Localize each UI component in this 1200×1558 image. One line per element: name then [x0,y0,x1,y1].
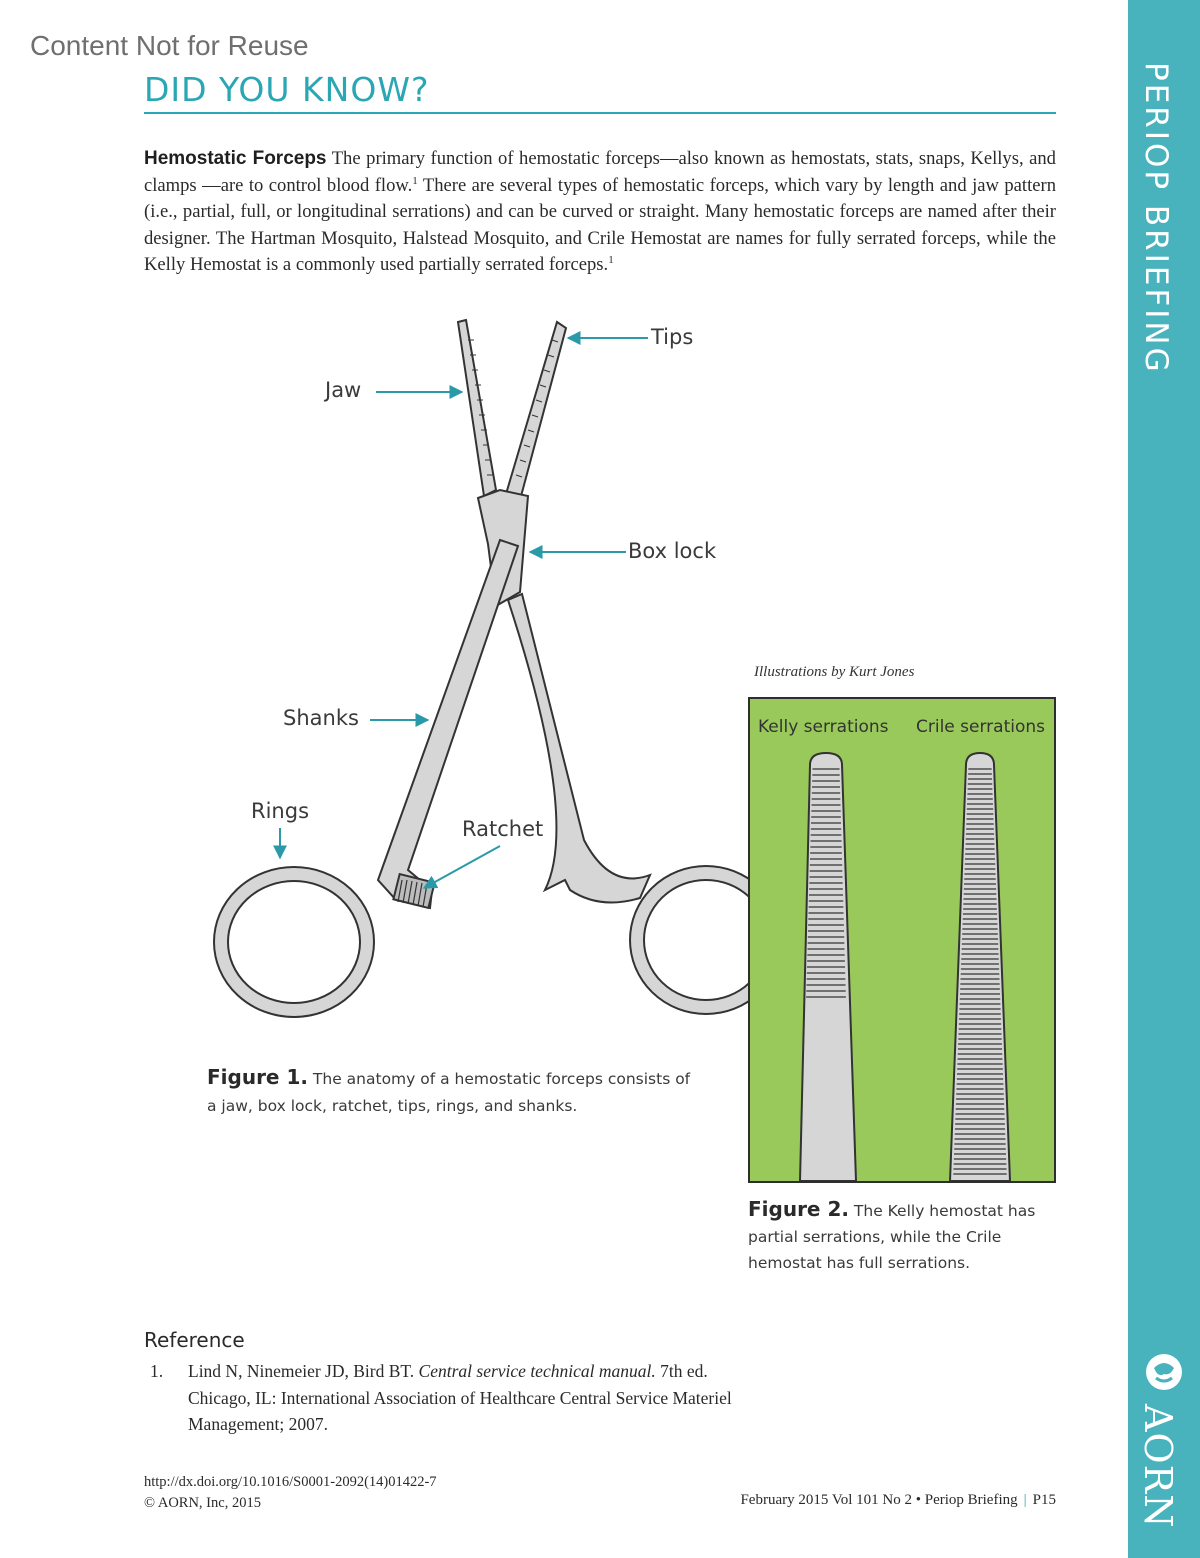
ratchet [393,874,434,908]
label-box-lock: Box lock [628,539,717,563]
footer-right [740,1492,1056,1509]
shank-right [508,594,650,903]
label-crile-serrations: Crile serrations [916,717,1046,737]
doi-link[interactable]: http://dx.doi.org/10.1016/S0001-2092(14)01422-7 [144,1474,437,1490]
citation-mark: 1 [412,174,418,187]
reference-text: Lind N, Ninemeier JD, Bird BT. Central service technical manual. 7th ed. Chicago, IL: International Association of Healthcare Central Service Materiel Management; 2007. [188,1361,732,1434]
header-divider [144,112,1056,114]
watermark: Content Not for Reuse [30,30,309,61]
ratchet-arrow [424,846,500,888]
sidebar-brand: AORN [1136,1404,1180,1529]
figure2-caption [748,1196,1058,1276]
serrations-panel [748,697,1056,1183]
citation-mark: 1 [608,253,614,266]
jaw-right [506,322,566,500]
reference-number: 1. [150,1361,164,1381]
serration-comparison [750,751,1054,1181]
label-kelly-serrations: Kelly serrations [758,717,889,737]
reference-heading: Reference [144,1328,245,1352]
forceps-illustration [0,300,760,1060]
shank-left [378,540,518,908]
page-number: P15 [1032,1492,1056,1508]
figure2-text: The Kelly hemostat has partial serrations, while the Crile hemostat has full serrations. [748,1202,1036,1272]
figure2-number: Figure 2. [748,1197,849,1221]
crile-jaw [950,753,1010,1181]
article-text-2: There are several types of hemostatic forceps, which vary by length and jaw pattern (i.e., partial, full, or longitudinal serrations) and can be curved or straight. Many hemostatic forceps are named after their designer. The Hartman Mosquito, Halstead Mosquito, and Crile Hemostat are names for fully serrated forceps, while the Kelly Hemostat is a commonly used partially serrated forceps. [144,174,1056,275]
figure1-number: Figure 1. [207,1065,308,1089]
figure1-caption [207,1064,697,1120]
aorn-logo-icon [1140,1348,1188,1396]
illustration-credit: Illustrations by Kurt Jones [754,664,915,680]
footer-separator: | [1023,1492,1027,1508]
label-shanks: Shanks [283,706,359,730]
sidebar-title: PERIOP BRIEFING [1138,62,1174,375]
article-text-1: The primary function of hemostatic forceps—also known as hemostats, stats, snaps, Kellys, and clamps —are to control blood flow. [144,148,1056,196]
article-lead: Hemostatic Forceps [144,148,327,169]
footer-left [144,1472,437,1514]
label-ratchet: Ratchet [462,817,544,841]
copyright: © AORN, Inc, 2015 [144,1495,261,1511]
article-body [144,146,1056,279]
jaw-left [458,320,496,496]
label-rings: Rings [251,799,310,823]
ring-right [630,866,760,1014]
figure1-text: The anatomy of a hemostatic forceps consists of a jaw, box lock, ratchet, tips, rings, and shanks. [207,1070,691,1115]
page-title: DID YOU KNOW? [144,70,430,109]
label-tips: Tips [651,325,694,349]
issue-info: February 2015 Vol 101 No 2 • Periop Briefing [740,1492,1018,1508]
ring-left [214,867,374,1017]
reference-title: Central service technical manual. [418,1361,656,1381]
label-jaw: Jaw [325,378,362,402]
